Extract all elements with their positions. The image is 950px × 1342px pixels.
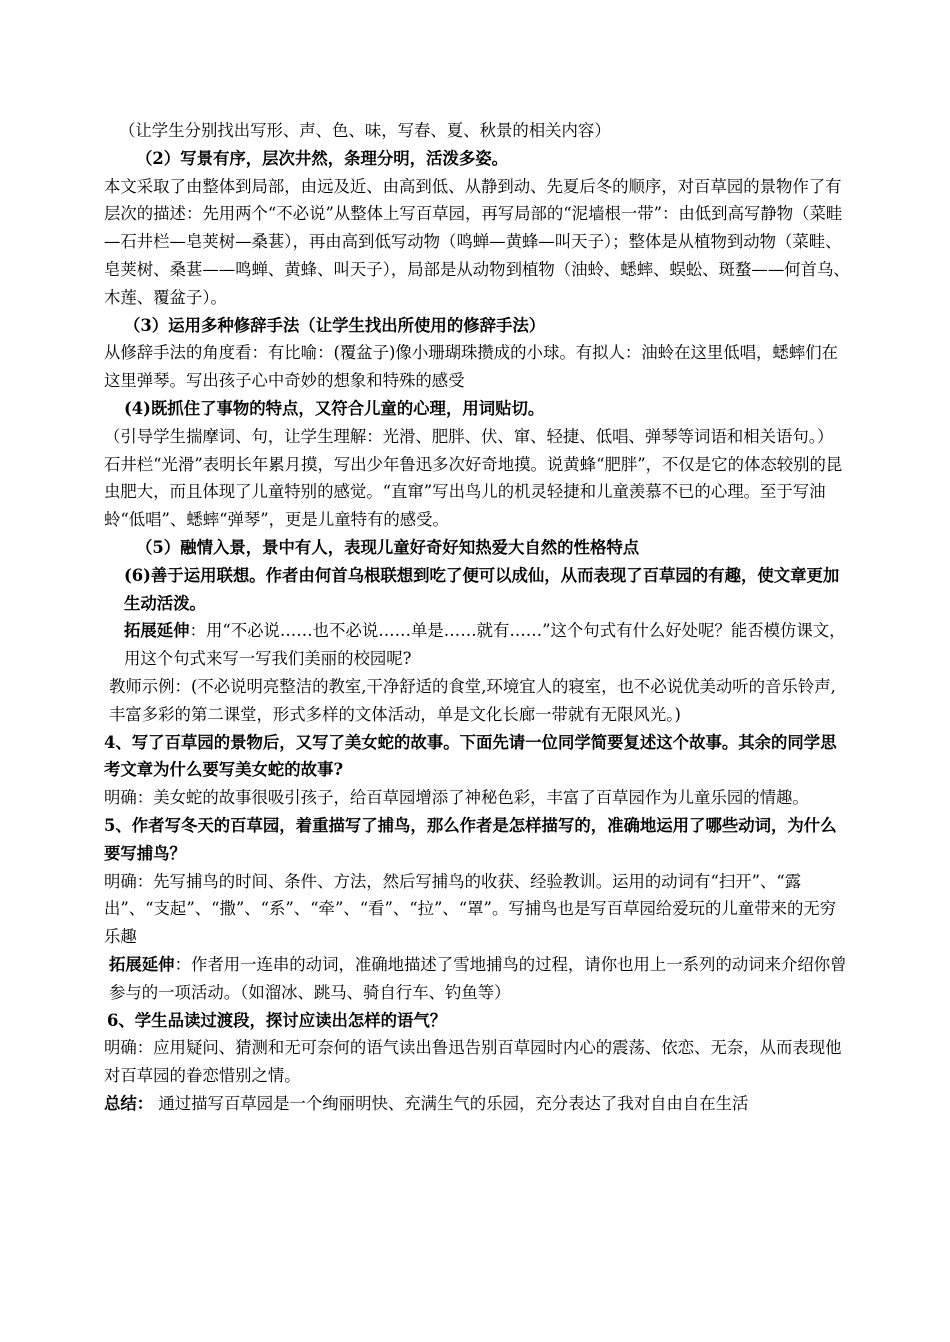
answer-5: 明确：先写捕鸟的时间、条件、方法，然后写捕鸟的收获、经验教训。运用的动词有“扫开”、“露出”、“支起”、“撒”、“系”、“牵”、“看”、“拉”、“罩”。写捕鸟也是写百草园给爱玩的儿童带来的无穷乐趣 <box>104 871 837 947</box>
paragraph-point-2: 本文采取了由整体到局部，由远及近、由高到低、从静到动、先夏后冬的顺序，对百草园的景物作了有层次的描述：先用两个“不必说”从整体上写百草园，再写局部的“泥墙根一带”：由低到高写静物（菜畦—石井栏—皂荚树—桑葚），再由高到低写动物（鸣蝉—黄蜂—叫天子）；整体是从植物到动物（菜畦、皂荚树、桑葚——鸣蝉、黄蜂、叫天子），局部是从动物到植物（油蛉、蟋蟀、蜈蚣、斑蝥——何首乌、木莲、覆盆子）。 <box>104 176 850 307</box>
extension-2-text: ：作者用一连串的动词，准确地描述了雪地捕鸟的过程，请你也用上一系列的动词来介绍你曾参与的一项活动。（如溜冰、跳马、骑自行车、钓鱼等） <box>109 954 847 1002</box>
heading-point-2: （2）写景有序，层次井然，条理分明，活泼多姿。 <box>136 148 508 168</box>
answer-4: 明确：美女蛇的故事很吸引孩子，给百草园增添了神秘色彩，丰富了百草园作为儿童乐园的情趣。 <box>104 788 809 808</box>
question-6: 6、学生品读过渡段，探讨应读出怎样的语气？ <box>107 1010 447 1030</box>
summary-label: 总结： <box>104 1093 154 1113</box>
instruction-note: （让学生分别找出写形、声、色、味，写春、夏、秋景的相关内容） <box>119 121 611 140</box>
extension-2-label: 拓展延伸 <box>109 954 175 974</box>
summary-text: 通过描写百草园是一个绚丽明快、充满生气的乐园，充分表达了我对自由自在生活 <box>153 1093 749 1113</box>
answer-6: 明确：应用疑问、猜测和无可奈何的语气读出鲁迅告别百草园时内心的震荡、依恋、无奈，从而表现他对百草园的眷恋惜别之情。 <box>104 1038 842 1086</box>
paragraph-point-3: 从修辞手法的角度看：有比喻：(覆盆子)像小珊瑚珠攒成的小球。有拟人：油蛉在这里低唱，蟋蟀们在这里弹琴。写出孩子心中奇妙的想象和特殊的感受 <box>104 343 838 391</box>
summary <box>104 1090 850 1118</box>
extension-1-text: ：用“不必说……也不必说……单是……就有……”这个句式有什么好处呢？能否模仿课文，用这个句式来写一写我们美丽的校园呢? <box>124 621 846 669</box>
question-5: 5、作者写冬天的百草园，着重描写了捕鸟，那么作者是怎样描写的，准确地运用了哪些动词，为什么要写捕鸟？ <box>104 815 837 863</box>
teacher-example-label: 教师示例： <box>109 676 191 696</box>
heading-point-5: （5）融情入景，景中有人，表现儿童好奇好知热爱大自然的性格特点 <box>136 537 640 557</box>
paragraph-point-4-guide: （引导学生揣摩词、句，让学生理解：光滑、肥胖、伏、窜、轻捷、低唱、弹琴等词语和相关语句。） <box>104 426 834 446</box>
heading-point-6: (6)善于运用联想。作者由何首乌根联想到吃了便可以成仙，从而表现了百草园的有趣，使文章更加生动活泼。 <box>124 565 840 613</box>
teacher-example <box>104 673 850 729</box>
extension-2 <box>104 951 850 1007</box>
extension-1 <box>104 617 850 673</box>
heading-point-4: (4)既抓住了事物的特点，又符合儿童的心理，用词贴切。 <box>124 398 545 418</box>
question-4: 4、写了百草园的景物后，又写了美女蛇的故事。下面先请一位同学简要复述这个故事。其余的同学思考文章为什么要写美女蛇的故事? <box>104 732 837 780</box>
heading-point-3: （3）运用多种修辞手法（让学生找出所使用的修辞手法） <box>124 315 546 335</box>
teacher-example-text: (不必说明亮整洁的教室,干净舒适的食堂,环境宜人的寝室，也不必说优美动听的音乐铃声,丰富多彩的第二课堂，形式多样的文体活动，单是文化长廊一带就有无限风光。) <box>109 676 836 724</box>
paragraph-point-4-analysis: 石井栏“光滑”表明长年累月摸，写出少年鲁迅多次好奇地摸。说黄蜂“肥胖”，不仅是它的体态较别的昆虫肥大，而且体现了儿童特别的感觉。“直窜”写出鸟儿的机灵轻捷和儿童羡慕不已的心理。至于写油蛉“低唱”、蟋蟀“弹琴”，更是儿童特有的感受。 <box>104 454 843 530</box>
extension-1-label: 拓展延伸 <box>124 621 190 641</box>
